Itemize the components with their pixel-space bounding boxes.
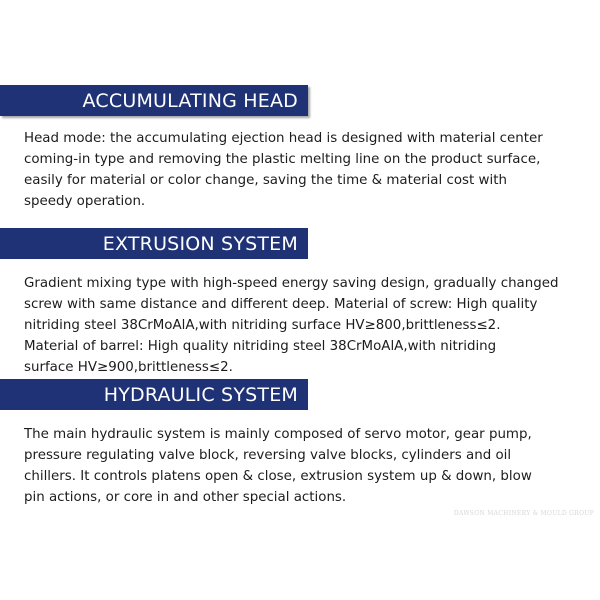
section-heading-extrusion-system xyxy=(0,228,308,259)
section-heading-hydraulic-system xyxy=(0,379,308,410)
section-heading-accumulating-head xyxy=(0,85,308,116)
section-heading-text: ACCUMULATING HEAD xyxy=(82,89,298,112)
section-body-accumulating-head: Head mode: the accumulating ejection head is designed with material center coming-in type and removing the plastic melting line on the product surface, easily for material or color change, saving the time & material cost with speedy operation. xyxy=(24,131,543,209)
section-body-hydraulic-system: The main hydraulic system is mainly composed of servo motor, gear pump, pressure regulating valve block, reversing valve blocks, cylinders and oil chillers. It controls platens open & close, extrusion system up & down, blow pin actions, or core in and other special actions. xyxy=(24,427,532,505)
watermark: DAWSON MACHINERY & MOULD GROUP xyxy=(453,510,594,517)
section-heading-text: EXTRUSION SYSTEM xyxy=(102,232,298,255)
section-heading-text: HYDRAULIC SYSTEM xyxy=(103,383,298,406)
section-body-extrusion-system: Gradient mixing type with high-speed energy saving design, gradually changed screw with same distance and different deep. Material of screw: High quality nitriding steel 38CrMoAlA,with nitriding surface HV≥800,brittleness≤2. Material of barrel: High quality nitriding steel 38CrMoAlA,with nitriding surface HV≥900,brittleness≤2. xyxy=(24,276,559,375)
